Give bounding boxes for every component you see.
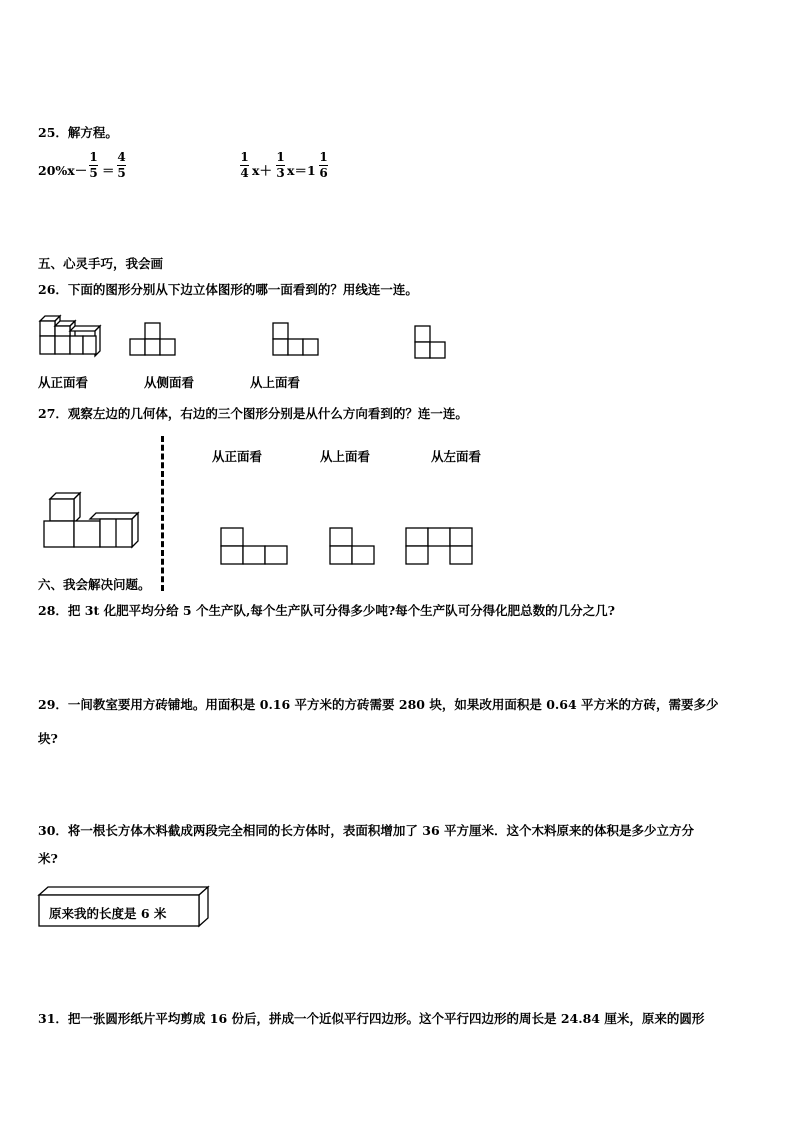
eq2-fraction-1 — [240, 151, 249, 180]
q27-dashed-divider — [161, 436, 164, 591]
q27-solid-figure — [42, 493, 140, 549]
q26-label-top: 从上面看 — [250, 375, 301, 390]
denominator: 4 — [240, 166, 249, 180]
q30-cuboid-label: 原来我的长度是 6 米 — [49, 906, 167, 921]
q27-label-left: 从左面看 — [431, 449, 482, 464]
q29-text-line-2: 块? — [38, 731, 58, 746]
section-6-heading: 六、我会解决问题。 — [38, 577, 151, 592]
eq1-prefix: 20%x－ — [38, 163, 88, 178]
eq1-equals: ＝ — [102, 163, 115, 178]
q26-label-side: 从侧面看 — [144, 375, 195, 390]
numerator: 1 — [89, 150, 98, 164]
q28-text: 28．把 3t 化肥平均分给 5 个生产队,每个生产队可分得多少吨?每个生产队可分得化肥总数的几分之几? — [38, 603, 615, 618]
denominator: 5 — [89, 166, 98, 180]
q26-view-c — [414, 318, 446, 360]
eq1-fraction-1 — [89, 151, 98, 180]
q29-text-line-1: 29．一间教室要用方砖铺地。用面积是 0.16 平方米的方砖需要 280 块，如果改用面积是 0.64 平方米的方砖，需要多少 — [38, 697, 719, 712]
q27-title: 27．观察左边的几何体，右边的三个图形分别是从什么方向看到的？连一连。 — [38, 406, 468, 421]
numerator: 4 — [117, 150, 126, 164]
denominator: 5 — [117, 166, 126, 180]
q30-text-line-2: 米? — [38, 851, 58, 866]
q27-view-c — [405, 527, 473, 565]
q30-text-line-1: 30．将一根长方体木料截成两段完全相同的长方体时，表面积增加了 36 平方厘米．这个木料原来的体积是多少立方分 — [38, 823, 694, 838]
eq2-x-plus: x＋ — [252, 163, 272, 178]
q27-view-b — [329, 527, 375, 565]
q25-title: 25．解方程。 — [38, 125, 118, 140]
numerator: 1 — [319, 150, 328, 164]
q26-title: 26．下面的图形分别从下边立体图形的哪一面看到的？用线连一连。 — [38, 282, 418, 297]
q27-label-front: 从正面看 — [212, 449, 263, 464]
numerator: 1 — [240, 150, 249, 164]
eq2-x-equals: x＝1 — [287, 163, 316, 178]
eq2-fraction-3 — [319, 151, 328, 180]
eq1-fraction-2 — [117, 151, 126, 180]
eq2-fraction-2 — [276, 151, 285, 180]
numerator: 1 — [276, 150, 285, 164]
q26-label-front: 从正面看 — [38, 375, 89, 390]
section-5-heading: 五、心灵手巧，我会画 — [38, 256, 164, 271]
q26-solid-figure — [40, 316, 100, 356]
q27-view-a — [220, 527, 288, 565]
denominator: 6 — [319, 166, 328, 180]
q31-text: 31．把一张圆形纸片平均剪成 16 份后，拼成一个近似平行四边形。这个平行四边形的周长是 24.84 厘米，原来的圆形 — [38, 1011, 705, 1026]
denominator: 3 — [276, 166, 285, 180]
q27-label-top: 从上面看 — [320, 449, 371, 464]
q26-view-a — [130, 322, 176, 356]
q26-view-b — [273, 322, 319, 356]
